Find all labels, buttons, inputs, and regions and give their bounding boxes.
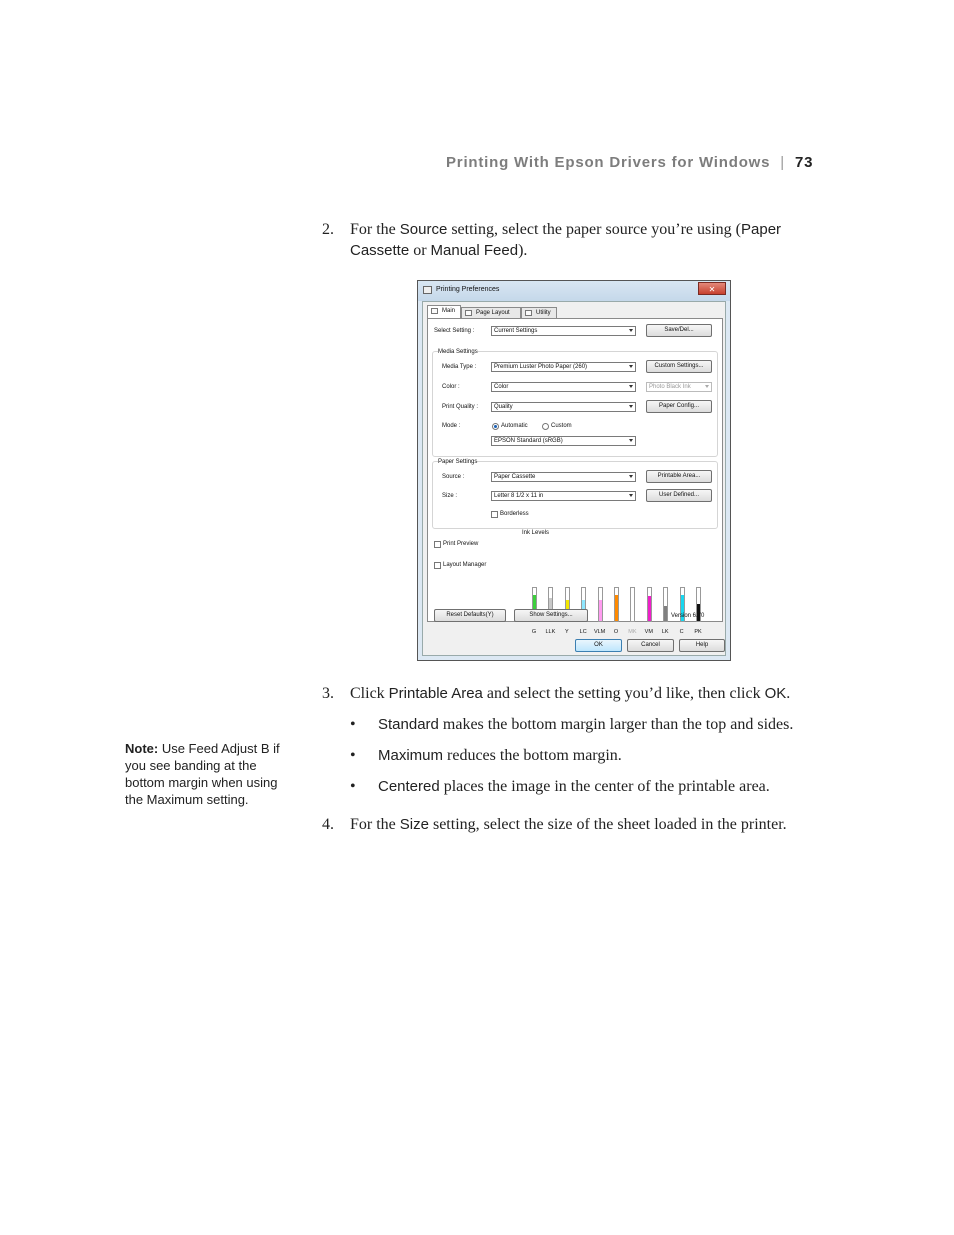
ink-label-vm: VM — [644, 629, 653, 635]
tab-main[interactable] — [427, 305, 461, 319]
dropdown-value: Photo Black Ink — [649, 384, 691, 390]
ink-bar-mk — [630, 587, 635, 622]
ink-fill — [648, 596, 651, 621]
color-label: Color : — [442, 384, 460, 390]
text: and select the setting you’d like, then click — [482, 685, 765, 702]
chevron-down-icon — [629, 329, 633, 332]
size-dropdown[interactable] — [491, 491, 636, 501]
term-ok: OK — [764, 685, 787, 702]
term-standard: Standard — [378, 716, 439, 733]
tab-label: Page Layout — [476, 310, 510, 316]
media-type-label: Media Type : — [442, 364, 477, 370]
mode-custom-radio[interactable] — [542, 423, 549, 430]
chevron-down-icon — [705, 385, 709, 388]
black-ink-dropdown — [646, 382, 712, 392]
version-text: Version 6.70 — [671, 613, 705, 619]
print-quality-label: Print Quality : — [442, 404, 479, 410]
note-label: Note: — [125, 741, 159, 756]
select-setting-label: Select Setting : — [434, 328, 475, 334]
bullet-mark: • — [350, 778, 356, 795]
step-number: 4. — [322, 816, 334, 833]
media-type-dropdown[interactable] — [491, 362, 636, 372]
help-button[interactable]: Help — [679, 639, 725, 652]
chevron-down-icon — [629, 385, 633, 388]
ink-label-g: G — [531, 629, 537, 635]
printing-preferences-dialog — [417, 280, 731, 661]
ink-label-c: C — [679, 629, 684, 635]
term-size: Size — [399, 816, 429, 833]
tab-label: Utility — [536, 310, 551, 316]
text: For the — [350, 221, 400, 238]
term-centered: Centered — [378, 778, 440, 795]
select-setting-dropdown[interactable] — [491, 326, 636, 336]
term-source: Source — [399, 221, 448, 238]
dropdown-value: Paper Cassette — [494, 474, 536, 480]
text: reduces the bottom margin. — [443, 747, 622, 764]
ink-fill — [599, 600, 602, 621]
ink-levels-title: Ink Levels — [522, 530, 550, 536]
print-quality-dropdown[interactable] — [491, 402, 636, 412]
mode-custom-label: Custom — [551, 423, 572, 429]
margin-note — [125, 740, 290, 808]
chevron-down-icon — [629, 365, 633, 368]
term-paper: Paper — [741, 221, 782, 238]
running-header — [446, 154, 813, 171]
ink-bar-lk — [663, 587, 668, 622]
ink-fill — [615, 595, 618, 621]
print-preview-label: Print Preview — [443, 541, 479, 547]
print-preview-checkbox[interactable] — [434, 541, 441, 548]
ink-label-lk: LK — [661, 629, 669, 635]
mode-automatic-label: Automatic — [501, 423, 528, 429]
ink-bar-o — [614, 587, 619, 622]
bullet-1 — [350, 714, 830, 735]
header-title: Printing With Epson Drivers for Windows — [446, 154, 771, 171]
ink-label-vlm: VLM — [593, 629, 606, 635]
mode-label: Mode : — [442, 423, 461, 429]
step-3 — [322, 683, 822, 704]
text: . — [786, 685, 791, 702]
page-number: 73 — [794, 154, 814, 171]
mode-automatic-radio[interactable] — [492, 423, 499, 430]
paper-config-button[interactable]: Paper Config... — [646, 400, 712, 413]
chevron-down-icon — [629, 439, 633, 442]
close-button[interactable]: ✕ — [698, 282, 726, 295]
layout-manager-checkbox[interactable] — [434, 562, 441, 569]
custom-settings-button[interactable]: Custom Settings... — [646, 360, 712, 373]
term-cassette: Cassette — [350, 242, 410, 259]
ink-fill — [664, 606, 667, 621]
bullet-mark: • — [350, 747, 356, 764]
ink-label-y: Y — [564, 629, 569, 635]
text: For the — [350, 816, 400, 833]
page-icon — [465, 310, 472, 316]
paper-settings-title: Paper Settings — [438, 459, 478, 465]
text: places the image in the center of the printable area. — [439, 778, 770, 795]
step-4 — [322, 814, 822, 835]
bullet-mark: • — [350, 716, 356, 733]
borderless-label: Borderless — [500, 511, 529, 517]
chevron-down-icon — [629, 475, 633, 478]
dialog-client — [422, 301, 726, 656]
dropdown-value: Letter 8 1/2 x 11 in — [494, 493, 544, 499]
cancel-button[interactable]: Cancel — [627, 639, 674, 652]
tab-utility[interactable] — [521, 307, 557, 318]
layout-manager-label: Layout Manager — [443, 562, 487, 568]
color-dropdown[interactable] — [491, 382, 636, 392]
reset-defaults-button[interactable]: Reset Defaults(Y) — [434, 609, 506, 622]
chevron-down-icon — [629, 405, 633, 408]
chevron-down-icon — [629, 494, 633, 497]
dropdown-value: Current Settings — [494, 328, 538, 334]
dropdown-value: EPSON Standard (sRGB) — [494, 438, 563, 444]
mode-dropdown[interactable] — [491, 436, 636, 446]
text: makes the bottom margin larger than the top and sides. — [438, 716, 794, 733]
dropdown-value: Quality — [494, 404, 513, 410]
bullet-2 — [350, 745, 830, 766]
printer-icon — [431, 308, 438, 314]
term-maximum: Maximum — [378, 747, 444, 764]
source-label: Source : — [442, 474, 465, 480]
source-dropdown[interactable] — [491, 472, 636, 482]
text: ). — [518, 242, 528, 259]
term-printable-area: Printable Area — [388, 685, 483, 702]
show-settings-button[interactable]: Show Settings... — [514, 609, 588, 622]
step-2 — [322, 219, 812, 261]
ink-label-o: O — [613, 629, 619, 635]
text: setting, select the size of the sheet loaded in the printer. — [428, 816, 787, 833]
printer-icon — [423, 286, 432, 294]
ink-label-pk: PK — [694, 629, 702, 635]
ink-label-lc: LC — [579, 629, 587, 635]
header-separator: | — [780, 154, 785, 171]
dropdown-value: Color — [494, 384, 509, 390]
dropdown-value: Premium Luster Photo Paper (260) — [494, 364, 588, 370]
ink-bar-vm — [647, 587, 652, 622]
text: or — [409, 242, 431, 259]
ink-label-mk: MK — [628, 629, 637, 635]
ink-bar-vlm — [598, 587, 603, 622]
dialog-titlebar — [418, 281, 730, 301]
tab-label: Main — [442, 308, 456, 314]
ok-button[interactable]: OK — [575, 639, 622, 652]
wrench-icon — [525, 310, 532, 316]
ink-label-llk: LLK — [545, 629, 556, 635]
save-del-button[interactable]: Save/Del... — [646, 324, 712, 337]
term-manual-feed: Manual Feed — [430, 242, 519, 259]
text: Click — [350, 685, 389, 702]
bullet-3 — [350, 776, 830, 797]
step-number: 2. — [322, 221, 334, 238]
dialog-title: Printing Preferences — [436, 286, 500, 293]
printable-area-button[interactable]: Printable Area... — [646, 470, 712, 483]
main-panel — [427, 318, 723, 635]
media-settings-title: Media Settings — [438, 349, 478, 355]
tab-page-layout[interactable] — [461, 307, 521, 318]
size-label: Size : — [442, 493, 458, 499]
step-number: 3. — [322, 685, 334, 702]
note-text: Use Feed Adjust B if you see banding at the bottom margin when using the Maximum setting. — [125, 741, 280, 807]
text: setting, select the paper source you’re using ( — [447, 221, 741, 238]
borderless-checkbox[interactable] — [491, 511, 498, 518]
user-defined-button[interactable]: User Defined... — [646, 489, 712, 502]
